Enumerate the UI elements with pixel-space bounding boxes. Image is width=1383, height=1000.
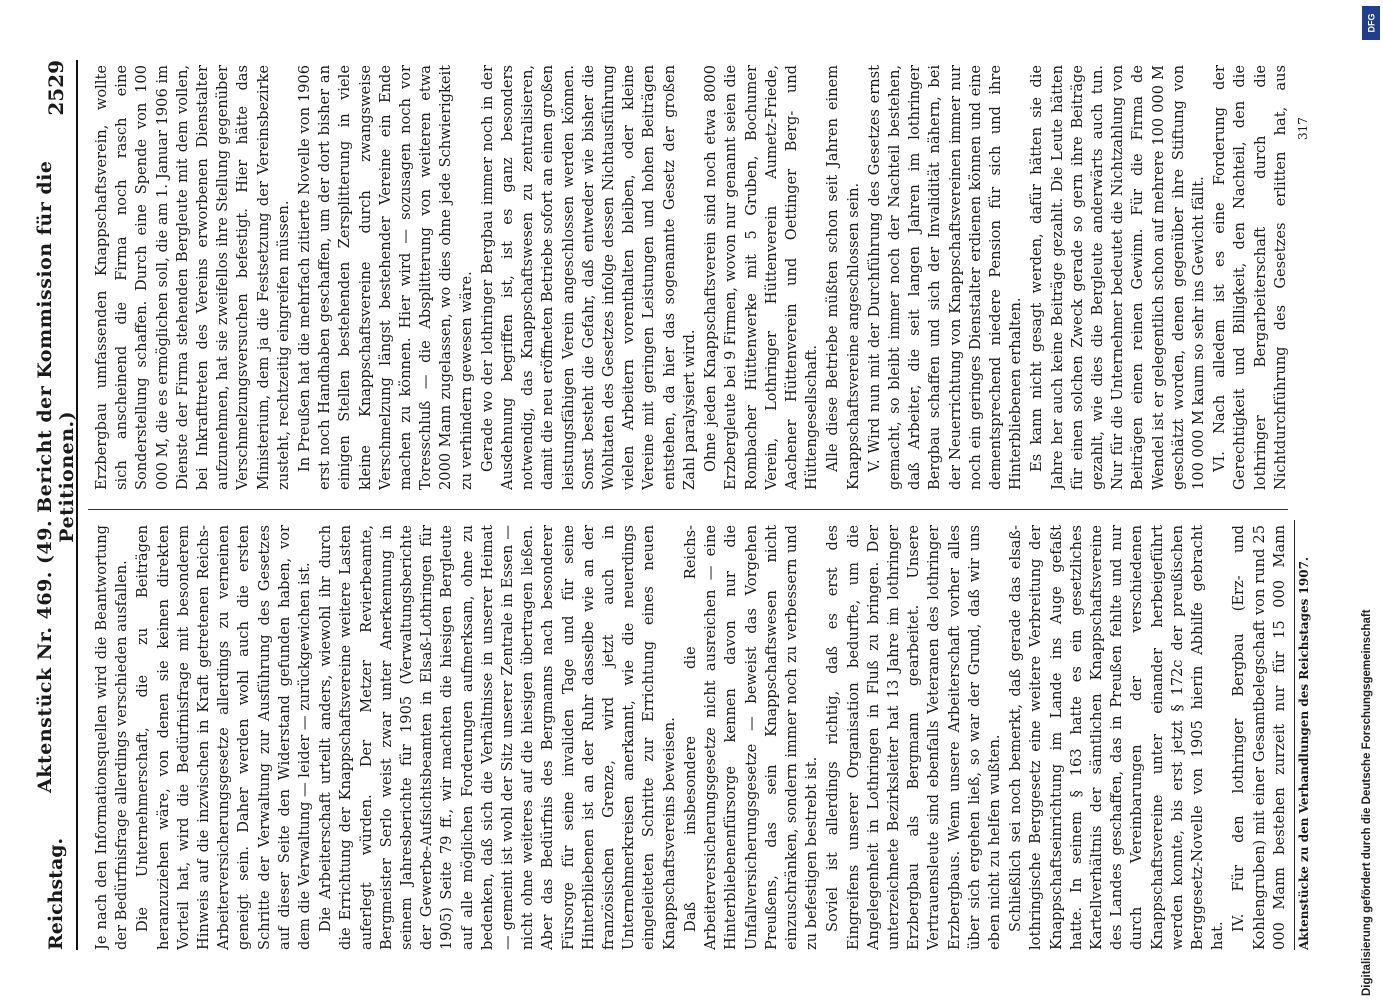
paragraph: IV. Für den lothringer Bergbau (Erz- und Kohlengruben) mit einer Gesamtbelegschaft von rund 25 000 Mann bestehen zurzeit nur für 15 000 Mann (1230, 525, 1288, 950)
paragraph: Die Unternehmerschaft, die zu Beiträgen heranzuziehen wäre, von denen sie keinen direkten Vorteil hat, wird die Bedürfnisfrage mit besonderem Hinweis auf die inzwischen in Kraft getretenen Reichs-Arbeiterversicherungsgesetze allerdings zu verneinen geneigt sein. Daher werden wohl auch die ersten Schritte der Verwaltung zur Ausführung des Gesetzes auf dieser Seite den Widerstand gefunden haben, vor dem die Verwaltung — leider — zurückgewichen ist. (134, 525, 314, 950)
page-number: 2529 (44, 60, 68, 116)
paragraph: Gerade wo der lothringer Bergbau immer noch in der Ausdehnung begriffen ist, ist es ganz besonders notwendig, das Knappschaftswesen zu zentralisieren, damit die neu eröffneten Betriebe sofort an einen großen leistungsfähigen Verein angeschlossen werden können. Sonst besteht die Gefahr, daß entweder wie bisher die Wohltaten des Gesetzes infolge dessen Nichtausführung vielen Arbeitern vorenthalten bleiben, oder kleine Vereine mit geringen Leistungen und hohen Beiträgen entstehen, da hier das sogenannte Gesetz der großen Zahl paralysiert wird. (478, 65, 698, 490)
paragraph: Es kann nicht gesagt werden, dafür hätten sie die Jahre her auch keine Beiträge gezahlt. Die Leute hätten für einen solchen Zweck gerade so gern ihre Beiträge gezahlt, wie dies die Bergleute anderwärts auch tun. Nur für die Unternehmer bedeutet die Nichtzahlung von Beiträgen einen reinen Gewinn. Für die Firma de Wendel ist er gelegentlich schon auf mehrere 100 000 M geschätzt worden, denen gegenüber ihre Stiftung von 100 000 M kaum so sehr ins Gewicht fällt. (1028, 65, 1207, 490)
paragraph: Je nach den Informationsquellen wird die Beantwortung der Bedürfnisfrage allerdings verschieden ausfallen. (93, 525, 131, 950)
column-divider (88, 509, 1288, 510)
right-text-column (92, 65, 1290, 490)
digitization-credit: Digitalisierung gefördert durch die Deutsche Forschungsgemeinschaft (1361, 609, 1373, 996)
dfg-logo (1362, 6, 1380, 40)
paragraph: Soviel ist allerdings richtig, daß es erst des Eingreifens unserer Organisation bedurfte, um die Angelegenheit in Lothringen in Fluß zu bringen. Der unterzeichnete Bezirksleiter hat 13 Jahre im lothringer Erzbergbau als Bergmann gearbeitet. Unsere Vertrauensleute sind ebenfalls Veteranen des lothringer Erzbergbaus. Wenn unsere Arbeiterschaft vorher alles über sich ergehen ließ, so war der Grund, daß wir uns eben nicht zu helfen wußten. (824, 525, 1003, 950)
left-text-column (92, 525, 1290, 950)
paragraph: VI. Nach alledem ist es eine Forderung der Gerechtigkeit und Billigkeit, den Nachteil, den die lothringer Bergarbeiterschaft durch die Nichtdurchführung des Gesetzes erlitten hat, aus (1211, 65, 1289, 490)
footer-note: Aktenstücke zu den Verhandlungen des Reichstages 1907. (1294, 520, 1311, 950)
paragraph: In Preußen hat die mehrfach zitierte Novelle von 1906 erst noch Handhaben geschaffen, um der dort bisher an einigen Stellen bestehenden Zersplitterung in viele kleine Knappschaftsvereine durch zwangsweise Verschmelzung längst bestehender Vereine ein Ende machen zu können. Hier wird — sozusagen noch vor Toresschluß — die Absplitterung von weiteren etwa 2000 Mann zugelassen, wo dies ohne jede Schwierigkeit zu verhindern gewesen wäre. (296, 65, 475, 490)
paragraph: Erzbergbau umfassenden Knappschaftsverein, wollte sich anscheinend die Firma noch rasch eine Sonderstellung schaffen. Durch eine Spende von 100 000 M, die es ermöglichen soll, die am 1. Januar 1906 im Dienste der Firma stehenden Bergleute mit dem vollen, bei Inkrafttreten des Vereins erworbenen Dienstalter aufzunehmen, hat sie zweifellos ihre Stellung gegenüber Verschmelzungsversuchen befestigt. Hier hätte das Ministerium, dem ja die Festsetzung der Vereinsbezirke zusteht, rechtzeitig eingreifen müssen. (93, 65, 292, 490)
paragraph: Alle diese Betriebe müßten schon seit Jahren einem Knappschaftsvereine angeschlossen sein. (824, 65, 862, 490)
page-header (36, 60, 78, 950)
paragraph: V. Wird nun mit der Durchführung des Gesetzes ernst gemacht, so bleibt immer noch der Nachteil bestehen, daß Arbeiter, die seit langen Jahren im lothringer Bergbau schaffen und sich der Invalidität nähern, bei der Neuerrichtung von Knappschaftsvereinen immer nur noch ein geringes Dienstalter erdienen können und eine dementsprechend niedere Pension für sich und ihre Hinterbliebenen erhalten. (865, 65, 1025, 490)
digitization-margin-note (1357, 0, 1383, 1000)
paragraph: Schließlich sei noch bemerkt, daß gerade das elsaß-lothringische Berggesetz eine weitere Verbreitung der Knappschaftseinrichtung im Lande ins Auge gefaßt hatte. In seinem § 163 hatte es ein gesetzliches Kartellverhältnis der sämtlichen Knappschaftsvereine des Landes geschaffen, das in Preußen fehlte und nur durch Vereinbarungen der verschiedenen Knappschaftsvereine unter einander herbeigeführt werden konnte, bis erst jetzt § 172c der preußischen Berggesetz-Novelle von 1905 hierin Abhilfe gebracht hat. (1007, 525, 1227, 950)
dfg-logo-text: DFG (1366, 13, 1376, 33)
header-left-title: Reichstag. (45, 837, 67, 950)
paragraph: Ohne jeden Knappschaftsverein sind noch etwa 8000 Erzbergleute bei 9 Firmen, wovon nur genannt seien die Rombacher Hüttenwerke mit 5 Gruben, Bochumer Verein, Lothringer Hüttenverein Aumetz-Friede, Aachener Hüttenverein und Oettinger Berg- und Hüttengesellschaft. (702, 65, 821, 490)
paragraph: Daß insbesondere die Reichs-Arbeiterversicherungsgesetze nicht ausreichen — eine Hinterbliebenenfürsorge kennen davon nur die Unfallversicherungsgesetze — beweist das Vorgehen Preußens, das sein Knappschaftswesen nicht einzuschränken, sondern immer noch zu verbessern und zu befestigen bestrebt ist. (681, 525, 821, 950)
paragraph: Die Arbeiterschaft urteilt anders, wiewohl ihr durch die Errichtung der Knappschaftsvereine weitere Lasten auferlegt würden. Der Metzer Revierbeamte, Bergmeister Serlo weist zwar unter Anerkennung in seinem Jahresberichte für 1905 (Verwaltungsberichte der Gewerbe-Aufsichtsbeamten in Elsaß-Lothringen für 1905) Seite 79 ff., wir machten die hiesigen Bergleute auf alle möglichen Forderungen aufmerksam, ohne zu bedenken, daß sich die Verhältnisse in unserer Heimat — gemeint ist wohl der Sitz unserer Zentrale in Essen — nicht ohne weiteres auf die hiesigen übertragen ließen. Aber das Bedürfnis des Bergmanns nach besonderer Fürsorge für seine invaliden Tage und für seine Hinterbliebenen ist an der Ruhr dasselbe wie an der französischen Grenze, wird jetzt auch in Unternehmerkreisen anerkannt, wie die neuerdings eingeleiteten Schritte zur Errichtung eines neuen Knappschaftsvereins beweisen. (317, 525, 678, 950)
page-signature: 317 (1296, 117, 1310, 140)
header-middle-title: Aktenstück Nr. 469. (49. Bericht der Kommission für die Petitionen.) (34, 160, 78, 793)
